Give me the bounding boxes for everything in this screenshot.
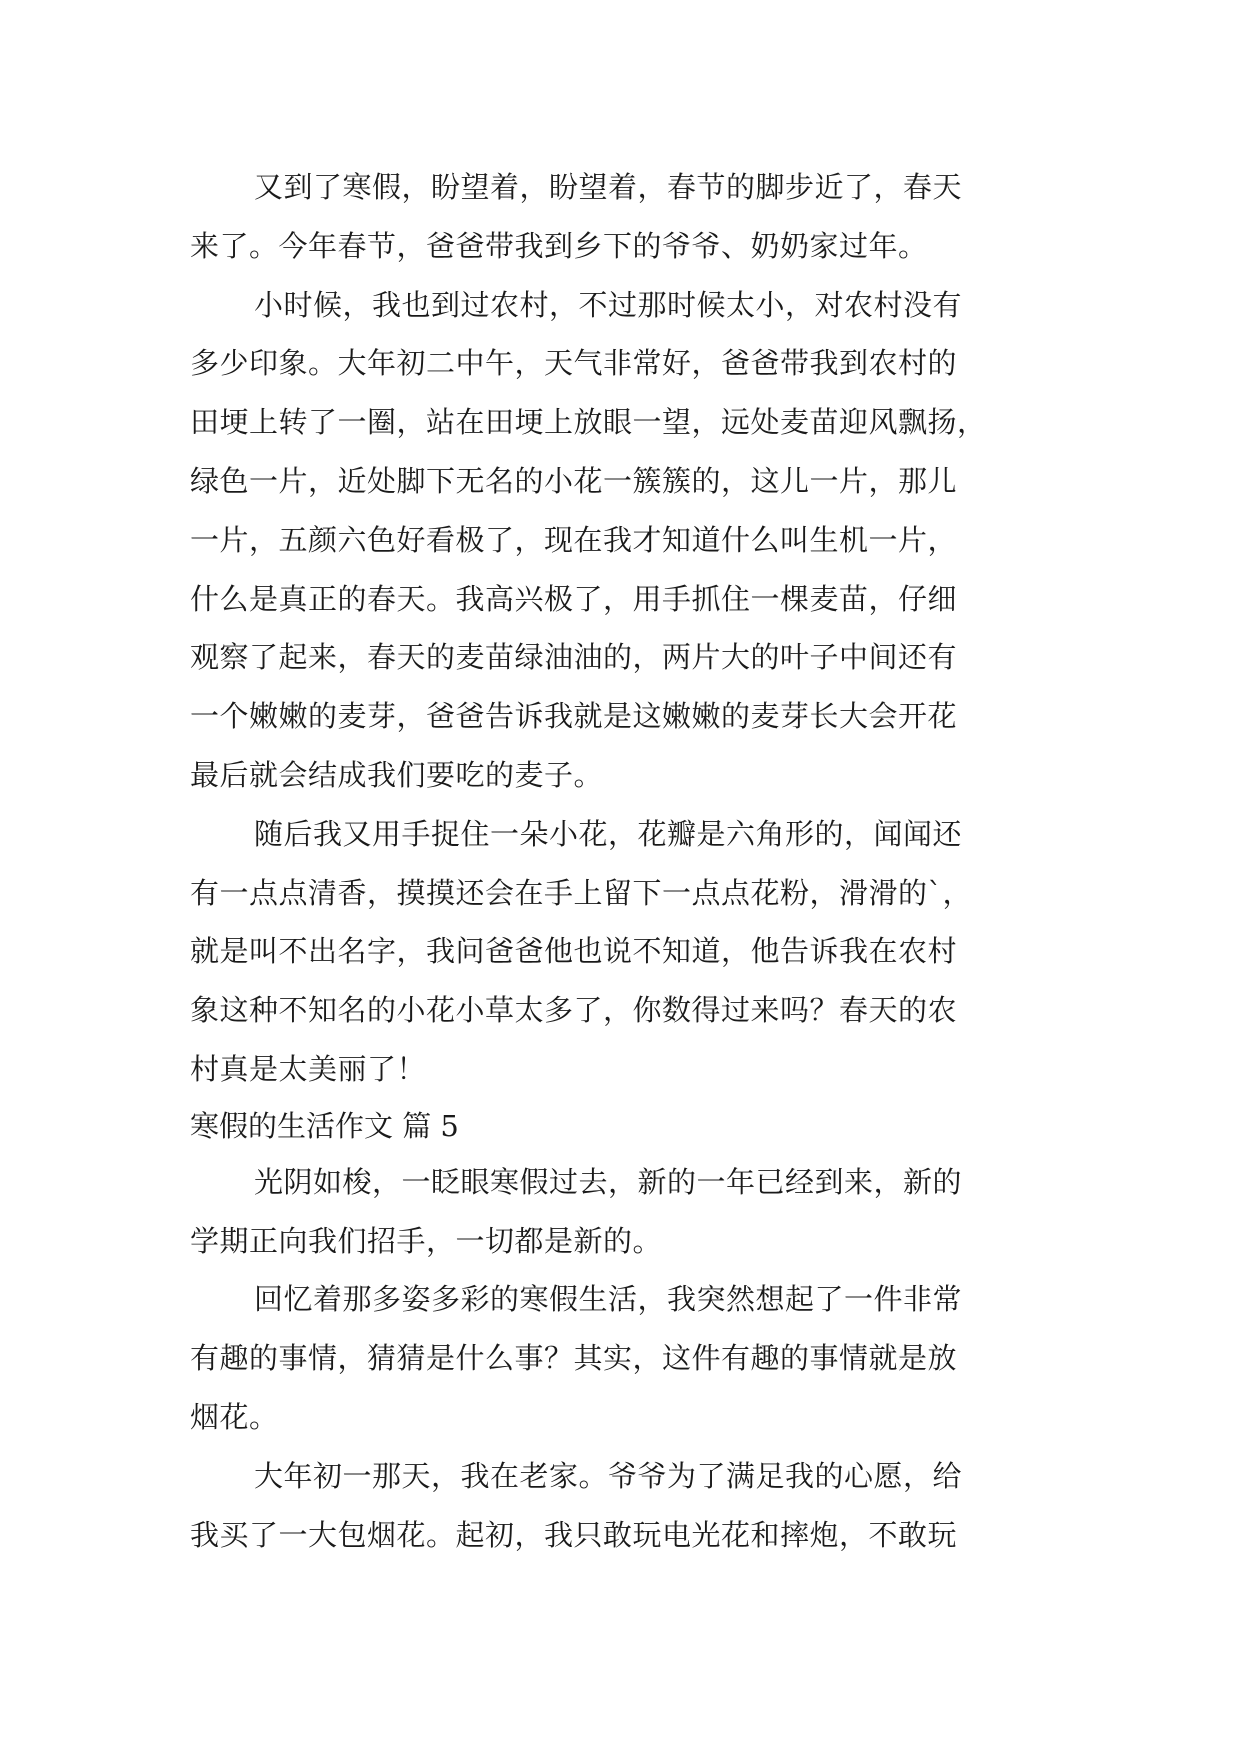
text-line: 绿色一片，近处脚下无名的小花一簇簇的，这儿一片，那儿 xyxy=(190,463,958,498)
text-line: 一个嫩嫩的麦芽，爸爸告诉我就是这嫩嫩的麦芽长大会开花 xyxy=(190,699,958,734)
text-line: 光阴如梭，一眨眼寒假过去，新的一年已经到来，新的 xyxy=(254,1164,963,1199)
text-line: 大年初一那天，我在老家。爷爷为了满足我的心愿，给 xyxy=(254,1458,963,1493)
text-line: 来了。今年春节，爸爸带我到乡下的爷爷、奶奶家过年。 xyxy=(190,228,928,263)
paragraph xyxy=(190,158,1050,276)
paragraph xyxy=(190,805,1050,1099)
text-line: 田埂上转了一圈，站在田埂上放眼一望，远处麦苗迎风飘扬， xyxy=(190,405,987,440)
paragraph xyxy=(190,1270,1050,1446)
text-line: 一片，五颜六色好看极了，现在我才知道什么叫生机一片， xyxy=(190,522,958,557)
text-line: 学期正向我们招手，一切都是新的。 xyxy=(190,1223,663,1258)
paragraph xyxy=(190,276,1050,805)
text-line: 回忆着那多姿多彩的寒假生活，我突然想起了一件非常 xyxy=(254,1282,963,1317)
text-line: 有一点点清香，摸摸还会在手上留下一点点花粉，滑滑的`， xyxy=(190,875,973,910)
text-line: 观察了起来，春天的麦苗绿油油的，两片大的叶子中间还有 xyxy=(190,640,958,675)
text-line: 随后我又用手捉住一朵小花，花瓣是六角形的，闻闻还 xyxy=(254,816,963,851)
text-line: 村真是太美丽了！ xyxy=(190,1051,427,1086)
document-body xyxy=(190,158,1050,1564)
section-heading: 寒假的生活作文 篇 5 xyxy=(190,1108,459,1143)
text-line: 多少印象。大年初二中午，天气非常好，爸爸带我到农村的 xyxy=(190,346,958,381)
text-line: 又到了寒假，盼望着，盼望着，春节的脚步近了，春天 xyxy=(254,170,963,204)
text-line: 有趣的事情，猜猜是什么事？其实，这件有趣的事情就是放 xyxy=(190,1341,958,1376)
text-line: 就是叫不出名字，我问爸爸他也说不知道，他告诉我在农村 xyxy=(190,934,958,969)
paragraph xyxy=(190,1153,1050,1271)
text-line: 小时候，我也到过农村，不过那时候太小，对农村没有 xyxy=(254,287,963,322)
text-line: 最后就会结成我们要吃的麦子。 xyxy=(190,757,604,792)
text-line: 烟花。 xyxy=(190,1399,279,1434)
text-line: 什么是真正的春天。我高兴极了，用手抓住一棵麦苗，仔细 xyxy=(190,581,958,616)
text-line: 象这种不知名的小花小草太多了，你数得过来吗？春天的农 xyxy=(190,993,958,1028)
paragraph xyxy=(190,1447,1050,1565)
text-line: 我买了一大包烟花。起初，我只敢玩电光花和摔炮，不敢玩 xyxy=(190,1517,958,1552)
